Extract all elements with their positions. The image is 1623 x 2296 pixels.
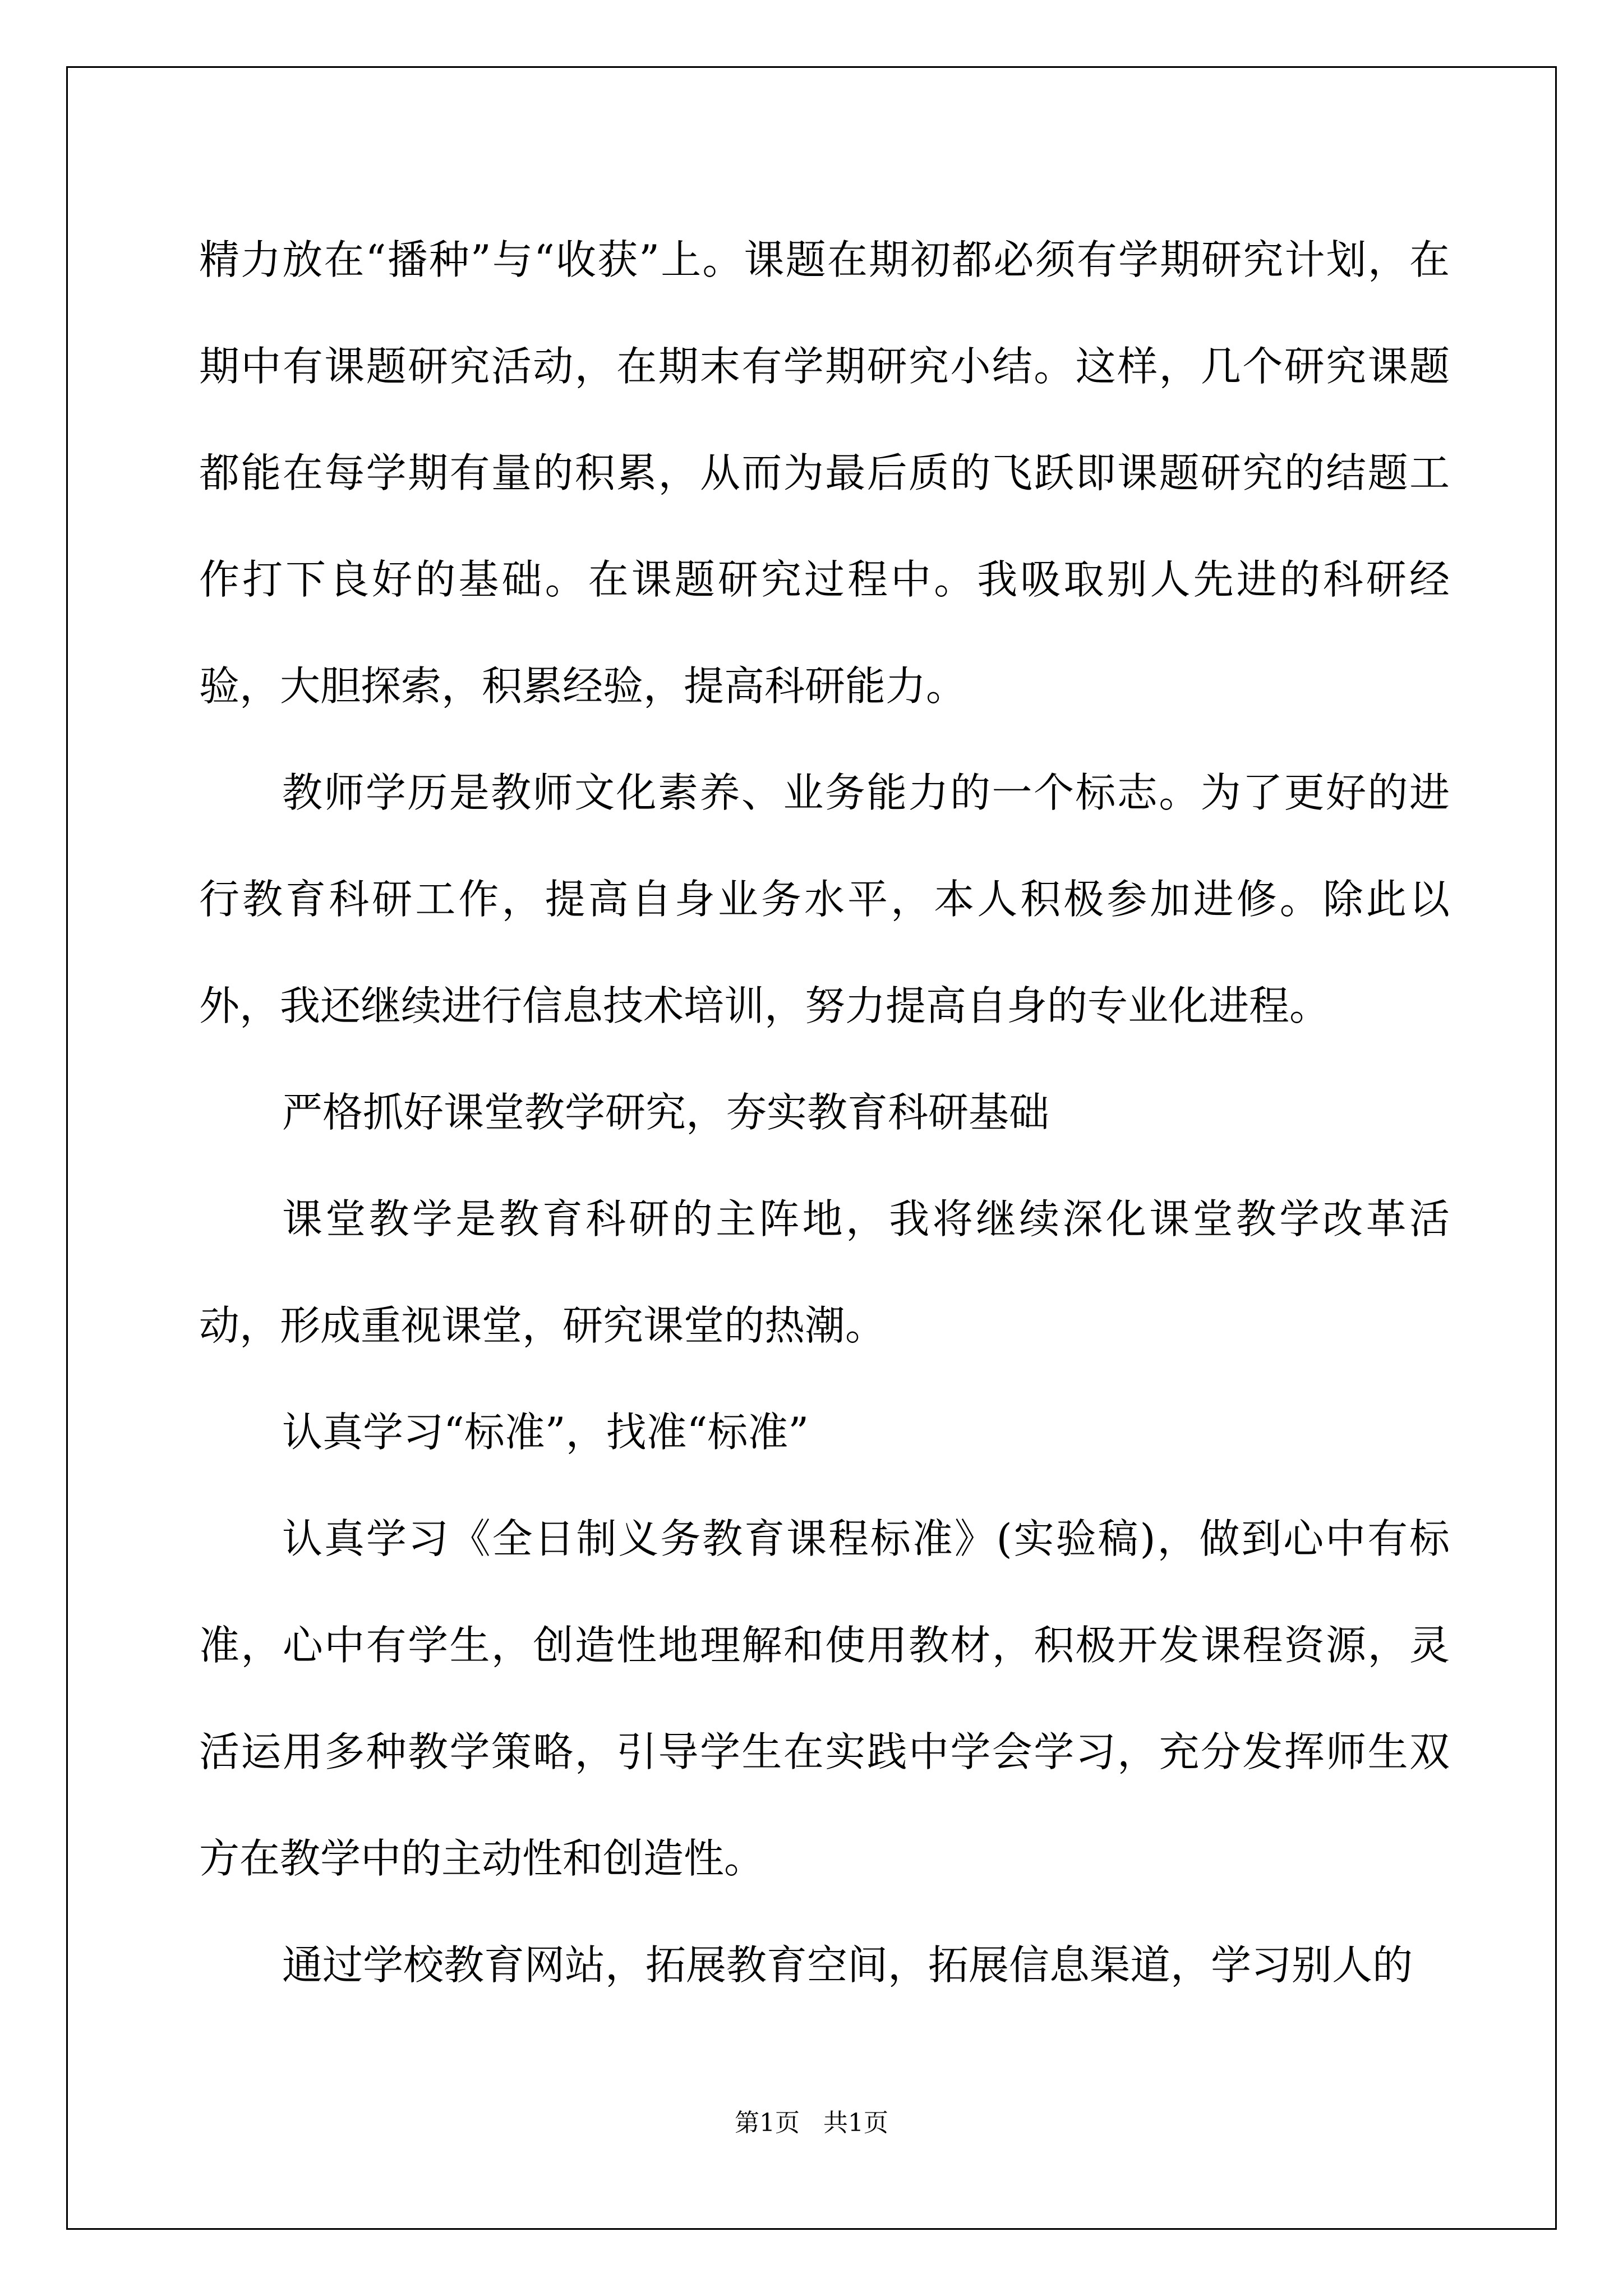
paragraph-1: 精力放在“播种”与“收获”上。课题在期初都必须有学期研究计划，在期中有课题研究活动，在期末有学期研究小结。这样，几个研究课题都能在每学期有量的积累，从而为最后质的飞跃即课题研究的结题工作打下良好的基础。在课题研究过程中。我吸取别人先进的科研经验，大胆探索，积累经验，提高科研能力。: [199, 236, 1450, 710]
paragraph-3: 课堂教学是教育科研的主阵地，我将继续深化课堂教学改革活动，形成重视课堂，研究课堂的热潮。: [199, 1195, 1450, 1349]
paragraph-2: 教师学历是教师文化素养、业务能力的一个标志。为了更好的进行教育科研工作，提高自身业务水平，本人积极参加进修。除此以外，我还继续进行信息技术培训，努力提高自身的专业化进程。: [199, 769, 1450, 1029]
document-body: [199, 206, 1450, 2018]
section-heading-standards: 认真学习“标准”，找准“标准”: [282, 1409, 809, 1456]
page-number-footer: 第1页 共1页: [735, 2109, 888, 2137]
paragraph-4: 认真学习《全日制义务教育课程标准》(实验稿)，做到心中有标准，心中有学生，创造性地理解和使用教材，积极开发课程资源，灵活运用多种教学策略，引导学生在实践中学会学习，充分发挥师生双方在教学中的主动性和创造性。: [199, 1515, 1450, 1882]
section-heading-classroom-research: 严格抓好课堂教学研究，夯实教育科研基础: [282, 1089, 1050, 1136]
paragraph-5: 通过学校教育网站，拓展教育空间，拓展信息渠道，学习别人的: [282, 1941, 1413, 1989]
